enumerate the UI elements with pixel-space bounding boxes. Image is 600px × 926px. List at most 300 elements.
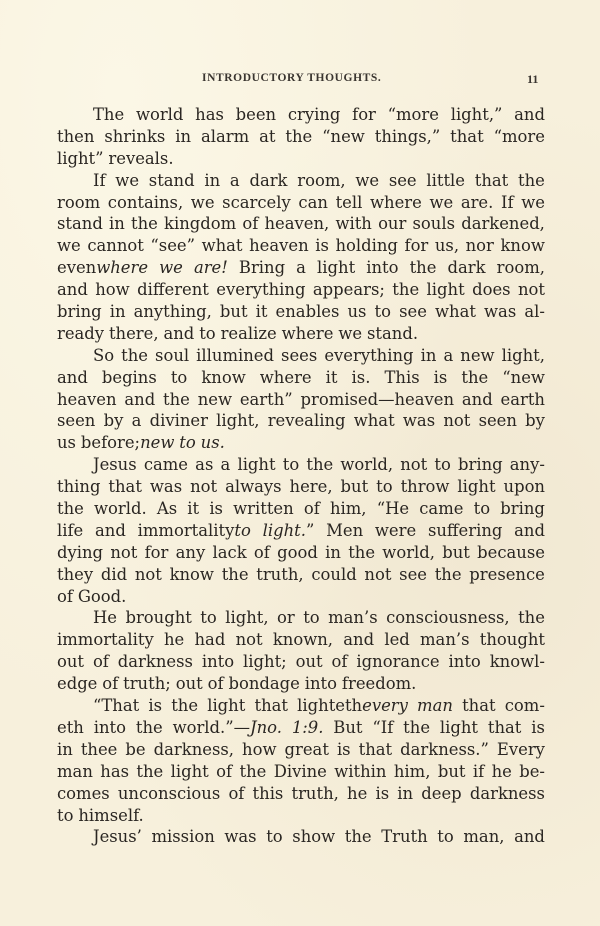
text: that xyxy=(487,717,522,737)
word xyxy=(57,717,84,739)
word xyxy=(123,673,171,695)
text: not xyxy=(517,280,545,300)
word xyxy=(497,257,545,279)
text: Bring xyxy=(238,258,286,278)
text: not xyxy=(364,564,392,584)
text: different xyxy=(137,280,209,300)
word xyxy=(242,213,258,235)
text: of xyxy=(102,674,119,694)
word xyxy=(216,761,232,783)
italic-text: every xyxy=(362,696,408,716)
text: If xyxy=(501,192,514,212)
word xyxy=(233,498,294,520)
text: has xyxy=(100,761,130,781)
word xyxy=(521,192,545,214)
word xyxy=(463,826,504,848)
word xyxy=(208,673,224,695)
text: in xyxy=(109,302,126,322)
text: Divine xyxy=(273,761,327,781)
text: out xyxy=(295,652,323,672)
text: truth; xyxy=(123,674,171,694)
text: As xyxy=(156,499,178,519)
text: of xyxy=(303,499,320,519)
word xyxy=(461,367,488,389)
text: led xyxy=(384,630,410,650)
text: throw xyxy=(400,477,450,497)
word xyxy=(335,213,371,235)
word xyxy=(462,389,493,411)
text: thing xyxy=(57,477,101,497)
word xyxy=(259,126,275,148)
word xyxy=(263,520,315,542)
word xyxy=(435,564,462,586)
text: darkness xyxy=(469,783,545,803)
word xyxy=(399,564,427,586)
word xyxy=(494,126,545,148)
word xyxy=(285,126,312,148)
text: where xyxy=(259,367,312,387)
text-line xyxy=(57,673,545,695)
word xyxy=(332,651,348,673)
text: that xyxy=(450,126,484,146)
text: heaven xyxy=(57,389,117,409)
text: man’s xyxy=(328,608,378,628)
word xyxy=(190,476,217,498)
text: truth, xyxy=(256,564,304,584)
text: and xyxy=(461,389,493,409)
word xyxy=(195,454,213,476)
text: they xyxy=(57,564,94,584)
text: not xyxy=(110,542,138,562)
word xyxy=(132,410,142,432)
text: that xyxy=(254,696,288,716)
word xyxy=(236,629,263,651)
word xyxy=(375,301,391,323)
text: is xyxy=(433,367,448,387)
text-line xyxy=(57,629,545,651)
text: things,” xyxy=(374,126,441,146)
text: dark xyxy=(249,170,288,190)
text: com- xyxy=(504,696,545,716)
word xyxy=(428,520,502,542)
word xyxy=(225,607,268,629)
word xyxy=(239,257,285,279)
word xyxy=(93,104,124,126)
text: man xyxy=(57,761,93,781)
word xyxy=(505,695,545,717)
word xyxy=(187,498,199,520)
text: Every xyxy=(496,739,545,759)
word xyxy=(356,651,439,673)
text: “If xyxy=(372,717,394,737)
word xyxy=(435,301,476,323)
text: Men xyxy=(326,520,364,540)
text: darkness.” xyxy=(400,739,489,759)
text: not xyxy=(134,564,162,584)
text: in xyxy=(397,783,414,803)
text: Truth xyxy=(381,827,428,847)
text: tell xyxy=(335,192,363,212)
word xyxy=(87,235,144,257)
text: man, xyxy=(463,827,505,847)
word xyxy=(254,695,288,717)
word xyxy=(136,104,183,126)
word xyxy=(419,498,463,520)
word xyxy=(216,279,305,301)
text: we xyxy=(355,170,380,190)
word xyxy=(389,170,417,192)
text: light xyxy=(317,258,356,278)
text: it xyxy=(255,302,268,322)
word xyxy=(57,301,102,323)
text: of xyxy=(92,652,109,672)
text-line xyxy=(57,542,545,564)
text-line xyxy=(57,126,545,148)
text: what xyxy=(201,236,243,256)
text: bondage xyxy=(228,674,300,694)
word xyxy=(328,607,378,629)
word xyxy=(273,629,333,651)
word xyxy=(427,279,465,301)
word xyxy=(490,651,545,673)
text: ignorance xyxy=(356,652,440,672)
word xyxy=(301,389,455,411)
text: and xyxy=(163,323,195,343)
italic-text: light. xyxy=(262,520,306,540)
word xyxy=(57,126,94,148)
text: or xyxy=(277,608,295,628)
word xyxy=(325,542,341,564)
text: seen xyxy=(478,411,517,431)
word xyxy=(191,192,215,214)
text: before; xyxy=(80,433,141,453)
word xyxy=(386,607,510,629)
word xyxy=(57,279,88,301)
text: we xyxy=(190,192,215,212)
word xyxy=(474,498,490,520)
text: himself. xyxy=(78,805,144,825)
text: was xyxy=(149,477,183,497)
text: thee xyxy=(80,739,118,759)
text: to xyxy=(282,455,300,475)
paragraph xyxy=(57,170,545,345)
text: was xyxy=(484,302,517,322)
word xyxy=(94,498,147,520)
word xyxy=(381,826,427,848)
word xyxy=(93,345,114,367)
text: room, xyxy=(496,258,545,278)
text: the xyxy=(518,170,545,190)
text: ” xyxy=(305,520,315,540)
text: new xyxy=(197,389,232,409)
text: out xyxy=(57,652,85,672)
word xyxy=(57,651,84,673)
word xyxy=(421,345,437,367)
text: to xyxy=(437,827,454,847)
text: mission xyxy=(151,827,215,847)
text-line xyxy=(57,213,545,235)
text: a xyxy=(443,345,454,365)
word xyxy=(110,301,126,323)
word xyxy=(449,651,481,673)
word xyxy=(57,783,110,805)
text: immortality xyxy=(137,520,235,540)
word xyxy=(57,257,148,279)
text: the xyxy=(285,126,313,146)
text-line xyxy=(57,235,545,257)
word xyxy=(461,192,494,214)
text: darkness xyxy=(117,652,193,672)
text: within xyxy=(334,761,387,781)
word xyxy=(342,673,416,695)
text: to xyxy=(266,827,283,847)
text: deep xyxy=(421,783,462,803)
text: “more xyxy=(493,126,545,146)
text-line xyxy=(57,301,545,323)
text: begins xyxy=(101,367,157,387)
word xyxy=(148,695,162,717)
word xyxy=(57,432,76,454)
word xyxy=(475,170,509,192)
text: of xyxy=(242,214,259,234)
word xyxy=(497,739,545,761)
word xyxy=(224,826,256,848)
text: but xyxy=(340,477,369,497)
text: came xyxy=(419,499,464,519)
text: appears; xyxy=(312,280,385,300)
text: “more xyxy=(387,105,439,124)
word xyxy=(164,629,184,651)
word xyxy=(303,607,319,629)
word xyxy=(138,520,251,542)
word xyxy=(304,498,320,520)
word xyxy=(57,805,73,827)
text: but xyxy=(442,542,470,562)
chapter-title: INTRODUCTORY THOUGHTS. xyxy=(202,72,382,84)
text: shrinks xyxy=(104,126,166,146)
text: the xyxy=(409,258,437,278)
word xyxy=(354,410,395,432)
word xyxy=(285,739,329,761)
italic-text: man xyxy=(417,696,453,716)
text: bring xyxy=(458,455,503,475)
text: that xyxy=(358,739,393,759)
word xyxy=(163,323,194,345)
word xyxy=(348,542,375,564)
word xyxy=(173,717,282,739)
text: contains, xyxy=(107,192,184,212)
word xyxy=(221,323,277,345)
text: and xyxy=(514,827,545,847)
text: and xyxy=(57,367,88,387)
body-text xyxy=(57,104,545,848)
text: knowl- xyxy=(489,652,545,672)
word xyxy=(340,454,393,476)
word xyxy=(57,586,73,608)
word xyxy=(442,542,470,564)
word xyxy=(134,301,212,323)
text: “He xyxy=(376,499,410,519)
text: not xyxy=(235,630,263,650)
word xyxy=(518,170,545,192)
text: did xyxy=(100,564,128,584)
text: see xyxy=(399,564,427,584)
word xyxy=(377,498,409,520)
italic-text: where xyxy=(96,258,149,278)
text: can xyxy=(298,192,328,212)
text: for xyxy=(404,236,429,256)
text: the xyxy=(163,389,190,409)
word xyxy=(125,607,191,629)
text: the xyxy=(518,608,545,628)
text: how xyxy=(95,280,130,300)
text: is. xyxy=(351,367,371,387)
text: us, xyxy=(434,236,460,256)
word xyxy=(382,542,435,564)
text: in xyxy=(109,214,125,234)
text: is xyxy=(375,783,390,803)
text-line xyxy=(57,432,545,454)
text: see xyxy=(399,302,427,322)
word xyxy=(277,542,318,564)
text: into xyxy=(304,674,338,694)
paragraph xyxy=(57,104,545,170)
text-line xyxy=(57,564,545,586)
text: of xyxy=(216,761,233,781)
text: promised—heaven xyxy=(300,389,455,409)
word xyxy=(108,148,173,170)
text: earth xyxy=(500,389,545,409)
word xyxy=(115,170,139,192)
text: al- xyxy=(524,302,545,322)
text: So xyxy=(93,345,115,365)
text-line xyxy=(57,279,545,301)
text: a xyxy=(229,170,240,190)
word xyxy=(296,651,323,673)
text: light, xyxy=(225,608,269,628)
text: where xyxy=(281,323,334,343)
text: show xyxy=(292,827,336,847)
word xyxy=(81,739,118,761)
text: is xyxy=(315,236,329,256)
word xyxy=(502,345,545,367)
word xyxy=(435,235,459,257)
text: he xyxy=(163,630,185,650)
word xyxy=(163,389,190,411)
text: sees xyxy=(281,345,318,365)
word xyxy=(149,170,195,192)
text: everything xyxy=(324,345,414,365)
word xyxy=(376,476,392,498)
text: any- xyxy=(509,455,545,475)
word xyxy=(202,651,234,673)
text: our xyxy=(378,214,407,234)
text: unconscious xyxy=(117,783,221,803)
text: into xyxy=(366,258,399,278)
text: bring xyxy=(500,499,545,519)
text: He xyxy=(93,608,117,628)
word xyxy=(256,564,303,586)
text: immortality xyxy=(57,630,154,650)
text: is xyxy=(148,696,163,716)
italic-text: 1:9. xyxy=(291,717,324,737)
text: Jesus’ xyxy=(93,827,142,847)
text: any xyxy=(175,542,206,562)
text: into xyxy=(93,717,126,737)
word xyxy=(531,717,545,739)
word xyxy=(93,607,117,629)
text: souls xyxy=(412,214,456,234)
word xyxy=(137,279,209,301)
word xyxy=(378,213,406,235)
text: “see” xyxy=(150,236,195,256)
text: the xyxy=(348,542,376,562)
text: revealing xyxy=(267,411,346,431)
word xyxy=(121,345,148,367)
word xyxy=(345,826,372,848)
word xyxy=(281,345,317,367)
word xyxy=(155,345,189,367)
text: we xyxy=(115,170,140,190)
word xyxy=(366,257,398,279)
text: anything, xyxy=(133,302,212,322)
text: light xyxy=(207,696,246,716)
text: lack xyxy=(212,542,247,562)
word xyxy=(171,761,209,783)
word xyxy=(150,410,208,432)
text-line xyxy=(57,104,545,126)
text: If xyxy=(93,170,106,190)
text: diviner xyxy=(149,411,208,431)
text: enables xyxy=(275,302,340,322)
word xyxy=(157,498,177,520)
word xyxy=(57,542,103,564)
text: as xyxy=(195,455,214,475)
word xyxy=(242,739,276,761)
word xyxy=(326,520,363,542)
text: of xyxy=(331,652,348,672)
text: eth xyxy=(57,717,84,737)
text: heaven xyxy=(249,236,309,256)
word xyxy=(204,170,220,192)
word xyxy=(110,542,137,564)
text: for xyxy=(144,542,169,562)
word xyxy=(341,476,369,498)
word xyxy=(461,213,545,235)
text-line xyxy=(57,323,545,345)
word xyxy=(57,389,117,411)
text: see xyxy=(388,170,417,190)
word xyxy=(394,761,431,783)
text: nor xyxy=(465,236,494,256)
word xyxy=(469,564,545,586)
text: to xyxy=(434,455,451,475)
word xyxy=(504,476,545,498)
word xyxy=(524,301,545,323)
word xyxy=(93,695,139,717)
word xyxy=(434,367,448,389)
word xyxy=(265,213,330,235)
word xyxy=(154,739,234,761)
text: that xyxy=(108,477,142,497)
word xyxy=(125,739,145,761)
word xyxy=(500,235,544,257)
word xyxy=(171,695,198,717)
text: lighteth xyxy=(297,696,363,716)
word xyxy=(420,629,470,651)
text: the xyxy=(57,499,84,519)
word xyxy=(145,542,169,564)
